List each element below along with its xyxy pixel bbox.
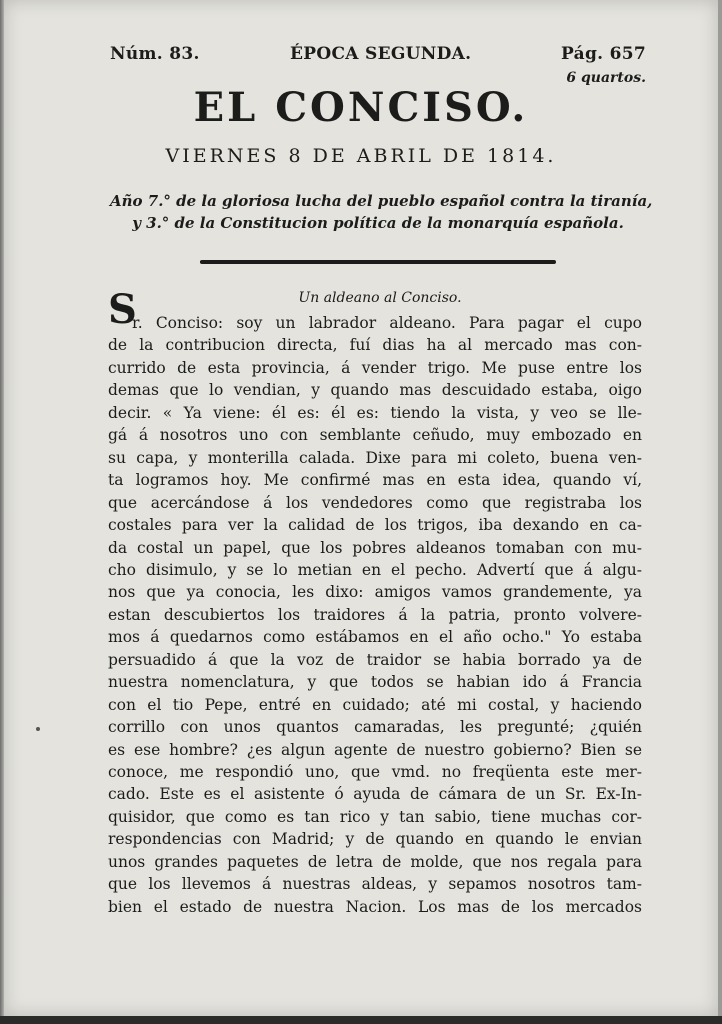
motto-line-1: Año 7.° de la gloriosa lucha del pueblo español contra la tiranía, (110, 192, 653, 210)
article-line: persuadido á que la voz de traidor se habia borrado ya de (108, 651, 642, 669)
article-line: nos que ya conocia, les dixo: amigos vamos grandemente, ya (108, 583, 642, 601)
scan-bottom-edge (0, 1016, 722, 1024)
article-line: su capa, y monterilla calada. Dixe para mi coleto, buena ven- (108, 449, 642, 467)
article-line: estan descubiertos los traidores á la patria, pronto volvere- (108, 606, 642, 624)
article-line: costales para ver la calidad de los trigos, iba dexando en ca- (108, 516, 642, 534)
article-line: gá á nosotros uno con semblante ceñudo, muy embozado en (108, 426, 642, 444)
article-line: de la contribucion directa, fuí dias ha al mercado mas con- (108, 336, 642, 354)
article-line: que los llevemos á nuestras aldeas, y sepamos nosotros tam- (108, 875, 642, 893)
article-line: es ese hombre? ¿es algun agente de nuestro gobierno? Bien se (108, 741, 642, 759)
article-line: quisidor, que como es tan rico y tan sabio, tiene muchas cor- (108, 808, 642, 826)
newspaper-title: EL CONCISO. (193, 84, 529, 131)
epoch-label: ÉPOCA SEGUNDA. (290, 44, 472, 64)
masthead-header (110, 44, 646, 70)
article-line: conoce, me respondió uno, que vmd. no freqüenta este mer- (108, 763, 642, 781)
article-line: cho disimulo, y se lo metian en el pecho. Advertí que á algu- (108, 561, 642, 579)
article-line: corrillo con unos quantos camaradas, les pregunté; ¿quién (108, 718, 642, 736)
article-line: nuestra nomenclatura, y que todos se habian ido á Francia (108, 673, 642, 691)
paper-stain (36, 727, 40, 731)
article-line: bien el estado de nuestra Nacion. Los mas de los mercados (108, 898, 642, 916)
drop-cap: S (108, 286, 137, 333)
article-line: cado. Este es el asistente ó ayuda de cámara de un Sr. Ex-In- (108, 785, 642, 803)
page-number: Pág. 657 (561, 44, 646, 64)
article-line: que acercándose á los vendedores como que registraba los (108, 494, 642, 512)
article-line: unos grandes paquetes de letra de molde, que nos regala para (108, 853, 642, 871)
article-line: da costal un papel, que los pobres aldeanos tomaban con mu- (108, 539, 642, 557)
article-line: mos á quedarnos como estábamos en el año ocho." Yo estaba (108, 628, 642, 646)
article-line: ta logramos hoy. Me confirmé mas en esta idea, quando ví, (108, 471, 642, 489)
article-line: demas que lo vendian, y quando mas descuidado estaba, oigo (108, 381, 642, 399)
article-heading: Un aldeano al Conciso. (298, 290, 462, 306)
price-label: 6 quartos. (566, 70, 646, 86)
article-line: currido de esta provincia, á vender trigo. Me puse entre los (108, 359, 642, 377)
article-line: decir. « Ya viene: él es: él es: tiendo la vista, y veo se lle- (108, 404, 642, 422)
article-line: respondencias con Madrid; y de quando en quando le envian (108, 830, 642, 848)
motto-line-2: y 3.° de la Constitucion política de la monarquía española. (132, 214, 624, 232)
issue-number: Núm. 83. (110, 44, 200, 64)
article-line: con el tio Pepe, entré en cuidado; até mi costal, y haciendo (108, 696, 642, 714)
article-line: r. Conciso: soy un labrador aldeano. Para pagar el cupo (132, 314, 642, 332)
issue-date: VIERNES 8 DE ABRIL DE 1814. (165, 145, 557, 167)
decorative-rule (200, 260, 556, 264)
